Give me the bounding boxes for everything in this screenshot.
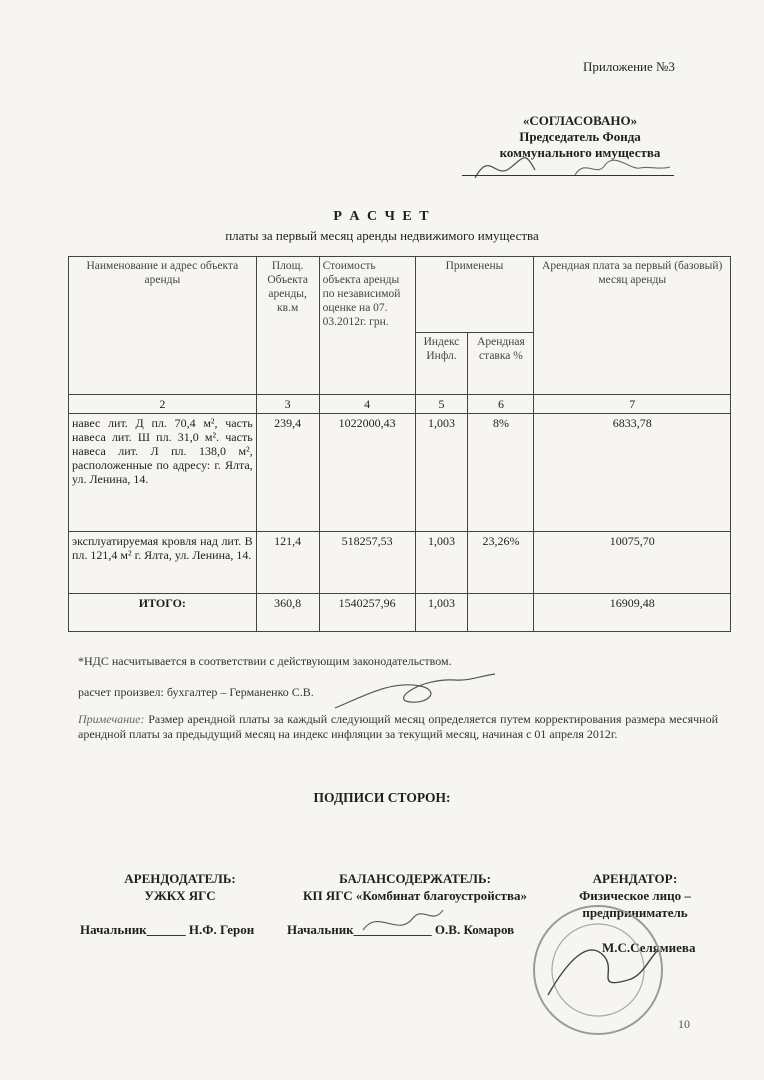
- holder-role: БАЛАНСОДЕРЖАТЕЛЬ:: [339, 871, 491, 886]
- accountant-signature: [330, 668, 500, 718]
- rent-calculation-table: [68, 256, 731, 632]
- table-total-row: [69, 594, 731, 632]
- row-rate: 23,26%: [468, 532, 534, 594]
- agreed-title: «СОГЛАСОВАНО»: [522, 113, 638, 128]
- landlord-signature-line: Начальник______ Н.Ф. Герон: [80, 922, 255, 937]
- vat-note: *НДС насчитывается в соответствии с действующим законодательством.: [78, 654, 452, 668]
- header-rate: Арендная ставка %: [468, 333, 534, 395]
- row-object-name: эксплуатируемая кровля над лит. В пл. 121,4 м² г. Ялта, ул. Ленина, 14.: [69, 532, 257, 594]
- total-rate: [468, 594, 534, 632]
- remark-note: [78, 712, 718, 742]
- row-object-name: навес лит. Д пл. 70,4 м², часть навеса лит. Ш пл. 31,0 м². часть навеса лит. Л пл. 138,0 м², расположенные по адресу: г. Ялта, ул. Ленина, 14.: [69, 414, 257, 532]
- landlord-block: [100, 870, 260, 904]
- document-title: Р А С Ч Е Т: [333, 209, 431, 224]
- row-rent: 6833,78: [534, 414, 731, 532]
- col-number: 7: [534, 395, 731, 414]
- total-label: ИТОГО:: [69, 594, 257, 632]
- total-area: 360,8: [256, 594, 319, 632]
- col-number: 3: [256, 395, 319, 414]
- col-number: 6: [468, 395, 534, 414]
- row-area: 239,4: [256, 414, 319, 532]
- agreed-signature-line: [462, 175, 674, 176]
- calculated-by-note: расчет произвел: бухгалтер – Германенко С.В.: [78, 685, 314, 699]
- row-rate: 8%: [468, 414, 534, 532]
- header-applied: Применены: [415, 257, 534, 333]
- document-subtitle: платы за первый месяц аренды недвижимого имущества: [225, 228, 539, 243]
- header-name: Наименование и адрес объекта аренды: [69, 257, 257, 395]
- chairman-signature: [465, 140, 685, 190]
- col-number: 4: [319, 395, 415, 414]
- header-index: Индекс Инфл.: [415, 333, 468, 395]
- table-row: [69, 532, 731, 594]
- landlord-role: АРЕНДОДАТЕЛЬ:: [124, 871, 236, 886]
- table-row: [69, 414, 731, 532]
- header-rent: Арендная плата за первый (базовый) месяц аренды: [534, 257, 731, 395]
- holder-signature-line: Начальник____________ О.В. Комаров: [287, 922, 515, 937]
- row-cost: 518257,53: [319, 532, 415, 594]
- holder-signature-scribble: [358, 900, 448, 940]
- holder-org: КП ЯГС «Комбинат благоустройства»: [303, 888, 527, 903]
- column-number-row: [69, 395, 731, 414]
- remark-label: Примечание:: [78, 712, 145, 726]
- signatures-title: ПОДПИСИ СТОРОН:: [313, 790, 451, 805]
- agreed-position: Председатель Фонда коммунального имущества: [499, 129, 661, 160]
- remark-text: Размер арендной платы за каждый следующий месяц определяется путем корректирования размера месячной арендной платы за предыдущий месяц на индекс инфляции за текущий месяц, начиная с 01 апреля 2012г.: [78, 712, 719, 741]
- landlord-org: УЖКХ ЯГС: [144, 888, 216, 903]
- holder-block: [275, 870, 555, 904]
- header-area: Площ. Объекта аренды, кв.м: [256, 257, 319, 395]
- total-cost: 1540257,96: [319, 594, 415, 632]
- appendix-label: Приложение №3: [583, 59, 675, 74]
- tenant-signature-line: М.С.Селямиева: [602, 940, 696, 955]
- col-number: 2: [69, 395, 257, 414]
- row-area: 121,4: [256, 532, 319, 594]
- row-cost: 1022000,43: [319, 414, 415, 532]
- page-number: 10: [678, 1017, 690, 1031]
- total-index: 1,003: [415, 594, 468, 632]
- tenant-org: Физическое лицо – предприниматель: [579, 888, 691, 920]
- tenant-role: АРЕНДАТОР:: [592, 871, 678, 886]
- row-rent: 10075,70: [534, 532, 731, 594]
- total-rent: 16909,48: [534, 594, 731, 632]
- row-index: 1,003: [415, 532, 468, 594]
- col-number: 5: [415, 395, 468, 414]
- tenant-stamp: [528, 900, 668, 1040]
- table-header-row: [69, 257, 731, 333]
- header-cost: Стоимость объекта аренды по независимой оценке на 07. 03.2012г. грн.: [319, 257, 415, 395]
- row-index: 1,003: [415, 414, 468, 532]
